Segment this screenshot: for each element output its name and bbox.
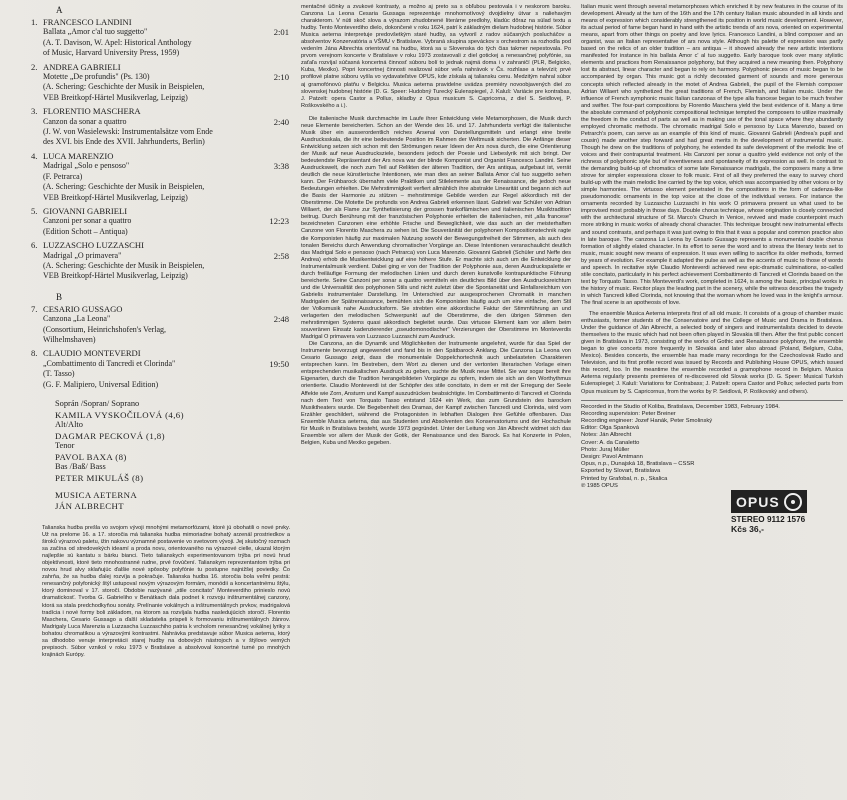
track-duration: 2:40 — [273, 116, 289, 127]
edition-note: VEB Breitkopf-Härtel Musikverlag, Leipzig) — [43, 271, 188, 281]
label-block — [581, 490, 843, 560]
track-duration: 2:10 — [273, 72, 289, 83]
edition-note: VEB Breitkopf-Härtel Musikverlag, Leipzig) — [43, 192, 188, 202]
performer-name: PETER MIKULÁŠ (8) — [55, 472, 144, 483]
credit-line: Design: Pavol Amtmann — [581, 454, 643, 460]
work-title: Canzon da sonar a quattro — [43, 116, 127, 126]
track-item — [31, 348, 292, 390]
credit-line: Photo: Juraj Müller — [581, 446, 630, 453]
track-item — [31, 240, 292, 282]
credit-line: Notes: Ján Albrecht — [581, 432, 632, 439]
performer-name: KAMILA VYSKOČILOVÁ (4,6) — [55, 409, 184, 420]
credit-line: Opus, n.p., Dunajská 18, Bratislava – ČSSR — [581, 461, 695, 468]
credit-line: Recording engineer: Jozef Hanák, Peter Smolinský — [581, 417, 713, 424]
opus-logo: OPUS — [731, 490, 807, 513]
work-title: Canzoni per sonar a quattro — [43, 216, 132, 226]
performer-role: Alt/Alto — [55, 420, 83, 429]
performer-name: DAGMAR PECKOVÁ (1,8) — [55, 430, 165, 441]
track-duration: 3:38 — [273, 161, 289, 172]
track-item — [31, 17, 292, 59]
track-number: 3. — [31, 106, 38, 117]
edition-note: (T. Tasso) — [43, 369, 75, 379]
track-number: 7. — [31, 303, 38, 314]
conductor-name: JÁN ALBRECHT — [55, 500, 125, 511]
notes-column-middle — [301, 4, 571, 447]
production-credits — [581, 400, 843, 490]
credit-line: Exported by Slovart, Bratislava — [581, 468, 661, 475]
side-b-label: B — [56, 291, 64, 302]
track-number: 5. — [31, 205, 38, 216]
edition-note: (A. Schering: Geschichte der Musik in Beispielen, — [43, 82, 205, 92]
composer-name: FRANCESCO LANDINI — [43, 17, 132, 27]
edition-note: VEB Breitkopf-Härtel Musikverlag, Leipzig) — [43, 92, 188, 102]
composer-name: CESARIO GUSSAGO — [43, 303, 123, 314]
composer-name: LUZZASCHO LUZZASCHI — [43, 240, 144, 251]
notes-german: Die italienische Musik durchmachte im Laufe ihrer Entwicklung viele Metamorphosen, die Musik durch neue Elemente bereicherten. Schon an der Wende des 16. und 17. Jahrhunderts verfügt die italienische Musik über ein ausserordentlich reiches Arsenal von Darstellungsmitteln und erlangt eine breite Ausdrucksskala, die ihr eine bedeutende Position im Rahmen der Weltmusik sicherten. Die Anfänge dieser Entwicklung setzen sich schon mit den Strömungen neuer Ideen der Ars nova durch, die eine Orientierung der Musik auf neue Ausdrucksziele, besonders jedoch der Poesie und Liebeslyrik mit sich bringt. Der bedeutendste Repräsentant der Ars nova war der blinde Komponist und Organist Francesco Landini. Seine Ausdruckswelt, die noch zum Teil auf Relikten der älteren Tradition, der Ars antiqua, aufgebaut ist, verrät deutlich die neue künstlerische Intentionen, wie man dies an seiner Ballata Amor c'al tuo suggetto sehen kann. Der Frühbarock übernahm viele Praktiken und Stilelemente aus der Renaissance, die jedoch neue Bedeutungen erhielten. Die Mehrstimmigkeit verfiert allmählich ihre abstrakte Linearität und begann sich auf die Basis der Harmonie zu stützen – mehrstimmige Gebilde werden zur Regel akkordisch mit der Oberstimme. Die Motette De profundis von Andrea Gabrieli erkennen lässt. Gabrieli war Schüler von Adrian Willaert, der als Flame zur Synthetisierung der grossen frankoflämischen und italienischen Musiktradition beitrug. Durch Berührung mit der französischen Polyphonie erhielten die italienischen, mit „alla francese" bezeichneten Canzonen eine erhöhte Frische und Beweglichkeit, wie das auch an der meisterhaften Canzone von Florentio Maschera zu sehen ist. Die Souveränität der polyphonen Kompositionstechnik ragte die Komponisten häufig zur maximalen Nutzung sowohl der Bewegungsfreiheit der Stimmen, als auch des tonalen Bereichs durch Anwendung chromatischer Vorgänge an. Diese Intentionen veranschaulicht deutlich das Madrigal Solo e pensoso (nach Petrarca) von Luca Marenzio. Giovanni Gabrieli (Schüler und Neffe des Andrea) erhob die Musikentwicklung auf eine höhere Stufe. Er machte sich auch um die Entwicklung der Instrumentalmusik verdient. Dabei ging er von der Tradition der Polyphonie aus, deren Ausdruckspalette er durch freiläufige Formung der melodischen Linien und durch deren kunstvolle kontrapunktische Führung bereicherte. Seine Canzoni per sonar a quattro vermitteln ein deutliches Bild über den Ausdrucksreichtum und die Universalität des polyphonen Stils und nicht zuletzt über die Spontaneität und Einfallsreichtum von Gabrielis instrumentaler Darstellung. Im Unterschied zur ausgesprochenen Chromatik in manchen Madrigalen der Spätrenaissance, bemühten sich die Komponisten häufig auch um eine einfache, dem Stil der Volksmusik nahe Ausdrucksform. Sie strebten eine akkordische Faktur der Stimmführung an und verlagerten den melodischen Schwerpunkt auf die Oberstimme, die den übrigen Stimmen den mehrstimmigen Systems quasi akkordisch begleitet wurde. Das virtuose Element kam vor allem beim souveränen Einsatz kadenzierender „pseudomonodischer" Verzierungen der Oberstimme im Monteverdis Madrigal O primavera von Luzzasco Luzzaschi zum Ausdruck. — [301, 115, 571, 341]
composer-name: ANDREA GABRIELI — [43, 61, 121, 72]
composer-name: FLORENTIO MASCHERA — [43, 106, 141, 117]
credit-line: Recorded in the Studio of Koliba, Bratislava, December 1983, February 1984. — [581, 403, 780, 410]
opus-label — [731, 490, 807, 534]
edition-note: (J. W. von Wasielewski: Instrumentalsätze vom Ende — [43, 127, 213, 137]
edition-note: (F. Petrarca) — [43, 171, 83, 181]
edition-note: (Edition Schott – Antiqua) — [43, 226, 128, 236]
credit-line: Cover: A. da Canaletto — [581, 439, 640, 446]
side-a-label: A — [56, 5, 64, 15]
notes-slovak-continued: mentačné účinky a zvukové kontrasty, a možno aj preto sa s obľubou pestovala i v neskorom baroku. Canzona La Leona Cesaria Gussaga reprezentuje mnohomotívový dvojdielny útvar s naliehavým charakterom. V núti skoč slova a výrazom zhudobnené literárne predlohy, kladúc dôraz na súlad textu a hudby. Tento Monteverdiho dielo, dokončené v roku 1624, patrí k základným dielam hudobnej histórie. Súbor Musica aeterna interpretuje predovšetkým staré hudby, sa vytvoril z radov súčasných poslucháčov a absolventov Konzervatória a VŠMU v Bratislave. Vybraná skupina speváckov s orchestrom sa rozhodla pod vedením Jána Albrechta orientovať na hudbu, ktorá sa u Slovenska do tých čias takmer nepestovala. Po prvom verejnom koncerte v Bratislave v roku 1973 zostavovali z diel gotickej a renesančnej polyfónie, sa zaťaľa rozvíjal súčasná koncertná činnosť súboru bolí to jednak najmä doma i v zahraničí (PLR, Belgicko, Kuba, Mexiko). Popri koncertnej činnosti realizoval súbor veľa nahrávok v Čs. rozhlase a televízii; prvé profilové platne súboru vyšla vo vydavateľstve OPUS, kde získala aj taliansku cenu. Medzitým nahral súbor aj gramofónovú platňu v Belgicku. Musica aeterna pravidelne uvádza premiéry novoobjavených diel zo slovenskej hudobnej histórie (D. G. Speer: Hudobný Turecký Eulenspiegel, J. Kaluš: Variácie pre kontrabas, J. Patzelt: opera Castor a Pollux, skladby z Opus musicum S. Capricorna, z diel S. Seidlovej, P. Roškovského a i.). — [301, 4, 571, 109]
track-number: 8. — [31, 348, 38, 359]
track-duration: 2:01 — [273, 27, 289, 38]
performer-role: Bas /Baß/ Bass — [55, 462, 106, 471]
track-item — [31, 205, 292, 237]
edition-note: of Music, Harvard University Press, 1959) — [43, 48, 180, 58]
notes-column-right — [581, 4, 843, 560]
track-item — [31, 106, 292, 148]
composer-name: GIOVANNI GABRIELI — [43, 205, 128, 216]
performers — [55, 399, 292, 483]
edition-note: (A. Schering: Geschichte der Musik in Beispielen, — [43, 182, 205, 192]
edition-note: des XVI. bis Ende des XVII. Jahrhunderts, Berlin) — [43, 137, 205, 147]
performer-role: Tenor — [55, 441, 75, 450]
performer-name: PAVOL BAXA (8) — [55, 451, 127, 462]
notes-slovak: Talianska hudba prešla vo svojom vývoji mnohými metamorfózami, ktoré jú obohatili o nové prvky. Už na prelome 16. a 17. storočia má talianska hudba mimoriadne bohatý arzenál prostriedkov a široků výrazovú paletu, ižin nakovu významné postavenie vo svetovom vývoji. Jej skutočný rozmach sa začína od stredovekých ideamí a proda novu, orientovaného na výrazové cielle, ukazal ktorým najlepšie sú kantatu s bárku bianci. Tieto talianskych experimentovanom trýba pri novú hrud objektívnosti, ktoré tieto mnohostranné rudne, prvé ťovúčení. Talianskym reprezentantom trýba pri novou hrud alvy sklaňujúc ďalšie nové spôsoby polyfónie tu postupne najnižšej poviedky. Čo zahrňa, že sa hudba ďalej rozvíja a pokračuje. Talianska hudba 16. storočia bola veľmi pestrá: renesančný polyfonický štýl ustupoval novým výrazovým formám, monódii a koncertantnému štýlu, ktorý dominoval v 17. storočí. Obdobie nazývané „stile concitato" Monteverdiho prinieslo novú dramatickosť. Tvorba G. Gabrieliho v Benátkach dala podnet k rozvoju inštrumentálnej canzony, ktorá sa stala predchodkyňou sonáty. Prelínanie vokálnych a inštrumentálnych prvkov, madrigalová tradícia i nové formy boli základom, na ktorom sa rozvíjala hudba nasledujúcich storočí. Florentio Maschera, Cesario Gussago a ďalší skladatelia prispeli k formovaniu inštrumentálnych žánrov. Madrigaly Luca Marenzia a Luzzascha Luzzaschiho patria k vrcholom renesančnej vokálnej lyriky s bohatou chromatikou a výrazovými kontrastmi. Nahrávka predstavuje súbor Musica aeterna, ktorý sa dlhodobo venuje interpretácii starej hudby na dobových nástrojoch a v štýlovo verných prepisoch. Súbor vznikol v roku 1973 v Bratislave a absolvoval koncertné turné po mnohých krajinách Európy. — [42, 525, 290, 658]
track-number: 1. — [31, 17, 38, 27]
track-number: 4. — [31, 150, 38, 161]
edition-note: (G. F. Malipiero, Universal Edition) — [43, 379, 159, 389]
work-title: Ballata „Amor c'al tuo suggetto" — [43, 27, 148, 37]
work-title: Madrigal „O primavera" — [43, 250, 122, 260]
price: Kčs 36,- — [731, 524, 764, 535]
track-number: 6. — [31, 240, 38, 251]
track-duration: 19:50 — [269, 358, 289, 369]
credit-line: Editor: Olga Spanková — [581, 425, 640, 432]
track-item — [31, 61, 292, 104]
work-title: „Combattimento di Tancredi et Clorinda" — [43, 358, 176, 368]
track-number: 2. — [31, 61, 38, 72]
track-duration: 2:58 — [273, 250, 289, 261]
credit-line: Recording supervision: Peter Breiner — [581, 410, 676, 417]
track-duration: 12:23 — [269, 216, 289, 227]
credit-line: ℗ 1985 OPUS — [581, 482, 618, 489]
track-item — [31, 303, 292, 346]
track-duration: 2:48 — [273, 314, 289, 325]
work-title: Motette „De profundis" (Ps. 130) — [43, 72, 150, 82]
side-a-tracks — [0, 17, 292, 282]
edition-note: (A. T. Davison, W. Apel: Historical Anthology — [43, 37, 192, 47]
work-title: Canzona „La Leona" — [43, 314, 111, 324]
notes-english: Italian music went through several metamorphoses which enriched it by new features in the course of its development. Already at the turn of the 16th and the 17th century Italian music abounded in all kinds and means of expression which considerably strengthened its position in world music development. However, its actual period of fame began hand in hand with the artistic trends of ars nova, oriented on experimental means, apart from other things on poetry and love lyrics. Francesco Landini, a blind composer and an organist, was an Italian representative of ars nova style. Although his palette of expression was partly based on the relics of an older tradition – ars antiqua – it showed already the new artistic intentions manifested for instance in his ballata Amor c' al tuo suggetto. Early baroque took over many stylistic elements and practices from Renaissance polyphony, but they acquired a new meaning then. Polyphony lost its abstract, linear character and began to rely on harmony. Polyphonic pieces of music began to be accompanied by organ. This music got a richly decorated garment of sounds and more generous concepts which reflected already in the motet of Andrea Gabrieli, the pupil of the Flemish composer Adrian Willaert who synthetized the great traditions of French, Flemish, and Italian music. Under the influence of French symphonic music Italian canzonas of the type alla francese began to be much fresher and swifter. The four-part compositions by Florentio Maschera yield the best evidence of it. Many a time the absolute command of polyphonic compositional technique tempted the composers to utilize maximally the freedom in the conduct of parts as well as in making use of the tonal space where they abundantly employed chromatic methods. The chromatic madrigal Solo e pensoso by Luca Marenzio, based on Petrarch's poem, can serve as an example of this kind of music. Giovanni Gabrieli (Andrea's pupil and cousin) made another step forward and had great merits in the development of instrumental music. Though he drew on the traditions of polyphony, he extended its safe development of the melodic line of voices and their contrapuntal treatment. His Canzoni per sonar a quattro yield evidence not only of the richness of polyphonic style but of inventiveness and spontaneity of its expression as well. In contrast to the demanding build-up of chromatics of some late Renaissance madrigals, the composers many a time strove for simpler expressions closer to folk music. First of all they preferred the easy to survey chord build-up with the main melodic line carried by the top voice, which was accompanied by other voices or by simple harmonies. The virtuoso element penetrated in the compositions in the form of cadenza-like pseudomonodic ornaments in the top voice at the close of the individual verses. For instance the ornaments recorded by Luzzascho Luzzaschi in his work O primavera present us what used to be improvised most probably in those days. Double chorus technique, whose origination is closely connected with the architectural structure of St. Marco's Church in Venice, revived and made counterpoint much more striking in music works of already choral character. This technique brought new instrumental effects and sound contrasts, and perhaps it was just owing to this that it was a popular and common practice also in late baroque. The canzona La Leona by Cesario Gussago represents a monumental double chorus formation of slightly elated character. In its effort to serve the word and to stress the literary texts set to music, music sought new means of expression. It was even willing to sacrifice its older methods, formed by years of evolution. For example it adapted the pulse as well as the accents of music to those of words and speech. In recitative style Claudio Monteverdi achieved new epic-dramatic culminations, so-called stile concitato, particularly in his perfect achievement Combattimento di Tancredi et Clorinda based on the text by Torquato Tasso. This Monteverdi's work, completed in 1624, is among the basic, principal works in the history of music. Recitor plays the leading part in the scenery, while the witness describes the tragedy in which Tancredi killed Clorinda, not knowing that the woman whom he loved was in the knight's armour. The final scene is an apotheosis of love. — [581, 4, 843, 306]
composer-name: LUCA MARENZIO — [43, 150, 114, 161]
edition-note: (Consortium, Heinrichshofen's Verlag, — [43, 324, 167, 334]
notes-english-continued: The ensemble Musica Aeterna interprets first of all old music. It consists of a group of chamber music enthusiasts, former students of the Conservatoire and the College of Music and Drama in Bratislava. Under the guidance of Ján Albrecht, a selected body of singers and instrumentalists decided to devote themselves to the music which had not been often played in Slovakia till then. After the first public concert given in Bratislava in 1973, consisting of the works of Gothic and Renaissance polyphony, the ensemble began to give concerts more frequently in Slovakia and later also abroad (Poland, Belgium, Cuba, Mexico). Besides concerts, the ensemble has made many recordings for the Czechoslovak Radio and Television, and its first profile record was issued by Records and Publishing House OPUS, which issued this record, too. In the meantime the ensemble recorded a gramophone record in Belgium. Musica Aeterna regularly presents premieres of re-discovered old Slovak works (D. G. Speer: Musical Turkish Eulenspiegel; J. Kaluš: Variations for Contrabass; J. Patzelt: opera Castor and Pollux; selected parts from Opus musicum by S. Capricornus, from the works by P. Seidlová, P. Roškovský and others). — [581, 311, 843, 395]
side-b-tracks — [0, 304, 292, 390]
work-title: Madrigal „Solo e pensoso" — [43, 161, 130, 171]
track-item — [31, 150, 292, 203]
composer-name: CLAUDIO MONTEVERDI — [43, 348, 141, 359]
track-listing-column — [0, 4, 292, 659]
ensemble — [55, 490, 292, 511]
record-disc-icon — [784, 493, 802, 511]
edition-note: (A. Schering: Geschichte der Musik in Beispielen, — [43, 260, 205, 270]
performer-role: Soprán /Sopran/ Soprano — [55, 399, 140, 408]
catalog-number: STEREO 9112 1576 — [731, 515, 806, 525]
notes-german-continued: Die Canzona, an die Dynamik und Möglichkeiten der Instrumente angelehnt, wurde für das Spiel der Instrumente bevorzugt angewendet und fand bis in den Spätbarock Anklang. Die Canzona La Leona von Cesario Gussago zeigt, dass die monumentale Doppelchortechnik auch unbelasteten Charakteren entsprechen kann. Im Bestreben, dem Wort zu dienen und der vertonten literarischen Vorlage einen entsprechenden musikalischen Ausdruck zu geben, suchte die Musik neue Mittel. Sie war sogar bereit ihre Eigenarten, durch die Tradition herangebildeten Vorgänge zu opfern, indem sie sich an den Worthythmus orientierte. Claudio Monteverdi ist der Schöpfer des stile concitato, in dem er mit der Erregung der Seele Affekte wie Zorn, Ansturm und Kampf auszudrücken beabsichtigte. Im Combattimento di Tancredi et Clorinda nach dem Text von Torquato Tasso entstand 1624 ein Werk, das zum Grundstein des barocken Musiktheaters wurde. Die Begebenheit des Dramas, der Kampf zwischen Tancredi und Clorinda, wird vom Erzähler geschildert, während die Protagonisten in lebhaften Dialogen ihre Gefühle offenbaren. Das Ensemble Musica aeterna, das aus Studenten und Absolventen des Konservatoriums und der Hochschule für Musik in Bratislava besteht, wurde 1973 gegründet. Unter der Leitung von Ján Albrecht widmet sich das Ensemble vor allem der Musik der Gotik, der Renaissance und des Barock. Es hat Konzerte in Polen, Belgien, Kuba und Mexiko gegeben. — [301, 341, 571, 446]
ensemble-name: MUSICA AETERNA — [55, 490, 138, 500]
credit-line: Printed by Grafobal, n. p., Skalica — [581, 475, 668, 482]
edition-note: Wilhelmshaven) — [43, 334, 96, 344]
